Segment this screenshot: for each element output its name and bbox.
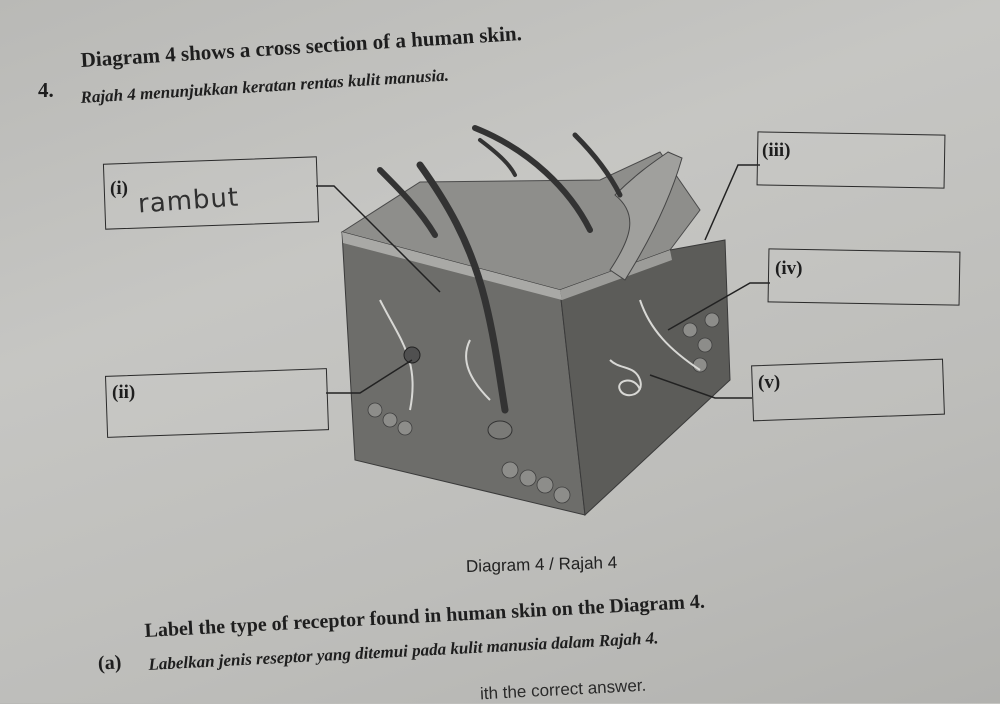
question-title-ms: Rajah 4 menunjukkan keratan rentas kulit manusia.: [80, 65, 450, 107]
label-box-v[interactable]: [751, 359, 945, 422]
part-a-text-en: Label the type of receptor found in human skin on the Diagram 4.: [144, 590, 706, 642]
part-a-trailing-text: ith the correct answer.: [479, 675, 647, 704]
question-number: 4.: [38, 78, 54, 102]
leader-line-iii: [705, 165, 760, 240]
label-id-v: (v): [758, 372, 781, 393]
label-id-ii: (ii): [112, 382, 136, 403]
label-id-iv: (iv): [775, 258, 803, 279]
label-box-ii[interactable]: [105, 368, 329, 438]
label-id-iii: (iii): [762, 140, 791, 161]
part-a-text-ms: Labelkan jenis reseptor yang ditemui pada kulit manusia dalam Rajah 4.: [148, 628, 659, 674]
part-a-number: (a): [97, 651, 122, 675]
question-title-en: Diagram 4 shows a cross section of a human skin.: [80, 21, 523, 72]
diagram-caption: Diagram 4 / Rajah 4: [465, 553, 618, 576]
label-id-i: (i): [110, 178, 128, 199]
label-answer-i: rambut: [137, 182, 241, 220]
